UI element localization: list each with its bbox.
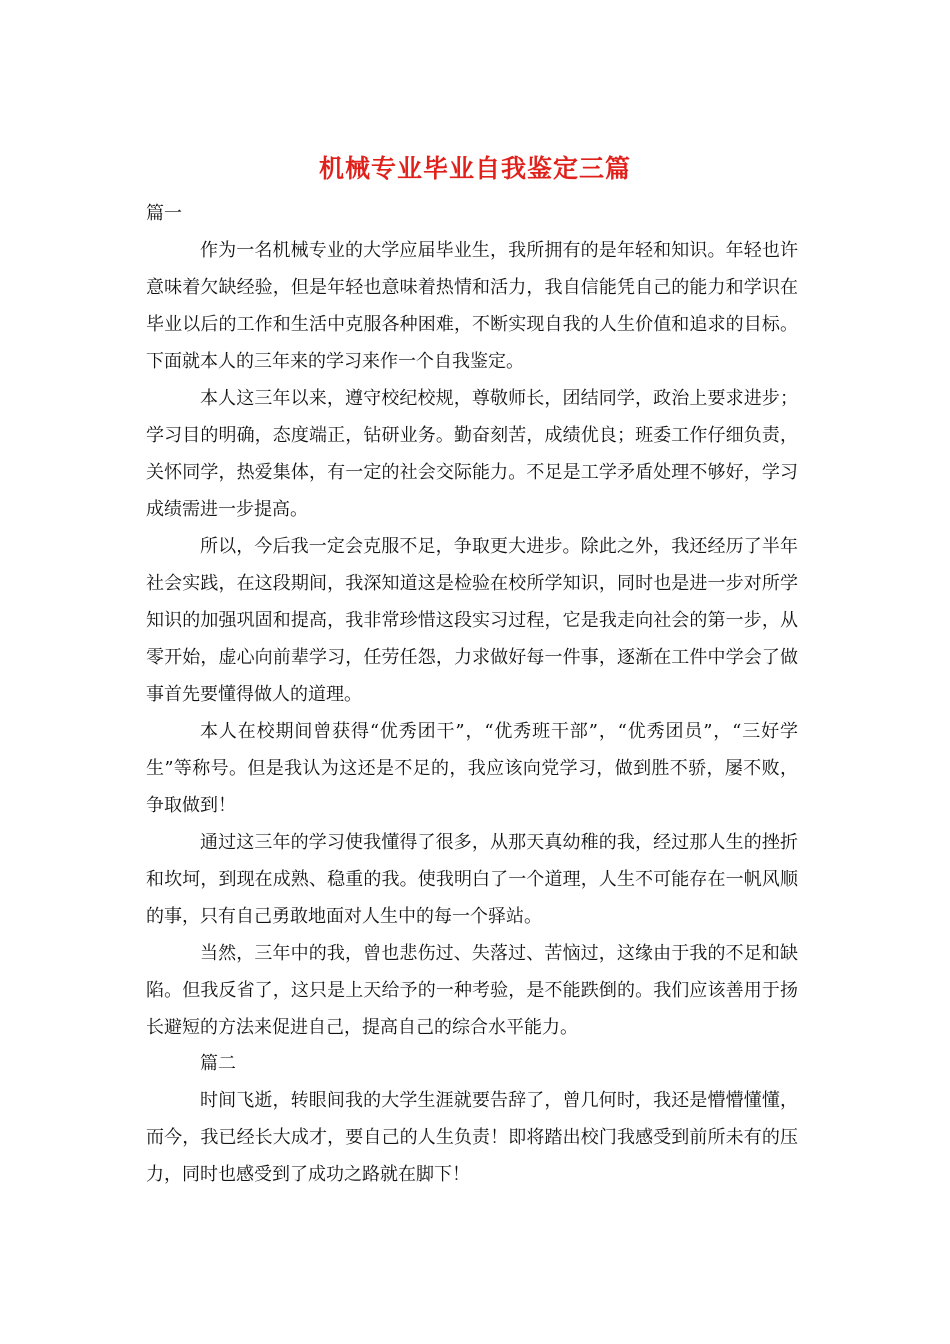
document-body: [146, 196, 798, 1193]
paragraph: 作为一名机械专业的大学应届毕业生，我所拥有的是年轻和知识。年轻也许意味着欠缺经验，但是年轻也意味着热情和活力，我自信能凭自己的能力和学识在毕业以后的工作和生活中克服各种困难，不断实现自我的人生价值和追求的目标。下面就本人的三年来的学习来作一个自我鉴定。: [146, 240, 798, 372]
paragraph: 通过这三年的学习使我懂得了很多，从那天真幼稚的我，经过那人生的挫折和坎坷，到现在成熟、稳重的我。使我明白了一个道理，人生不可能存在一帆风顺的事，只有自己勇敢地面对人生中的每一个驿站。: [146, 832, 798, 927]
paragraph: 时间飞逝，转眼间我的大学生涯就要告辞了，曾几何时，我还是懵懵懂懂，而今，我已经长大成才，要自己的人生负责！即将踏出校门我感受到前所未有的压力，同时也感受到了成功之路就在脚下！: [146, 1090, 798, 1185]
paragraph: 当然，三年中的我，曾也悲伤过、失落过、苦恼过，这缘由于我的不足和缺陷。但我反省了，这只是上天给予的一种考验，是不能跌倒的。我们应该善用于扬长避短的方法来促进自己，提高自己的综合水平能力。: [146, 943, 798, 1038]
paragraph: 本人这三年以来，遵守校纪校规，尊敬师长，团结同学，政治上要求进步；学习目的明确，态度端正，钻研业务。勤奋刻苦，成绩优良；班委工作仔细负责，关怀同学，热爱集体，有一定的社会交际能力。不足是工学矛盾处理不够好，学习成绩需进一步提高。: [146, 388, 798, 520]
paragraph: 所以，今后我一定会克服不足，争取更大进步。除此之外，我还经历了半年社会实践，在这段期间，我深知道这是检验在校所学知识，同时也是进一步对所学知识的加强巩固和提高，我非常珍惜这段实习过程，它是我走向社会的第一步，从零开始，虚心向前辈学习，任劳任怨，力求做好每一件事，逐渐在工件中学会了做事首先要懂得做人的道理。: [146, 536, 798, 705]
paragraph: 本人在校期间曾获得“优秀团干”，“优秀班干部”，“优秀团员”，“三好学生”等称号。但是我认为这还是不足的，我应该向党学习，做到胜不骄，屡不败，争取做到！: [146, 721, 798, 816]
document-title: 机械专业毕业自我鉴定三篇: [318, 154, 631, 183]
section-label-2: 篇二: [200, 1053, 236, 1074]
section-label-1: 篇一: [146, 203, 182, 224]
